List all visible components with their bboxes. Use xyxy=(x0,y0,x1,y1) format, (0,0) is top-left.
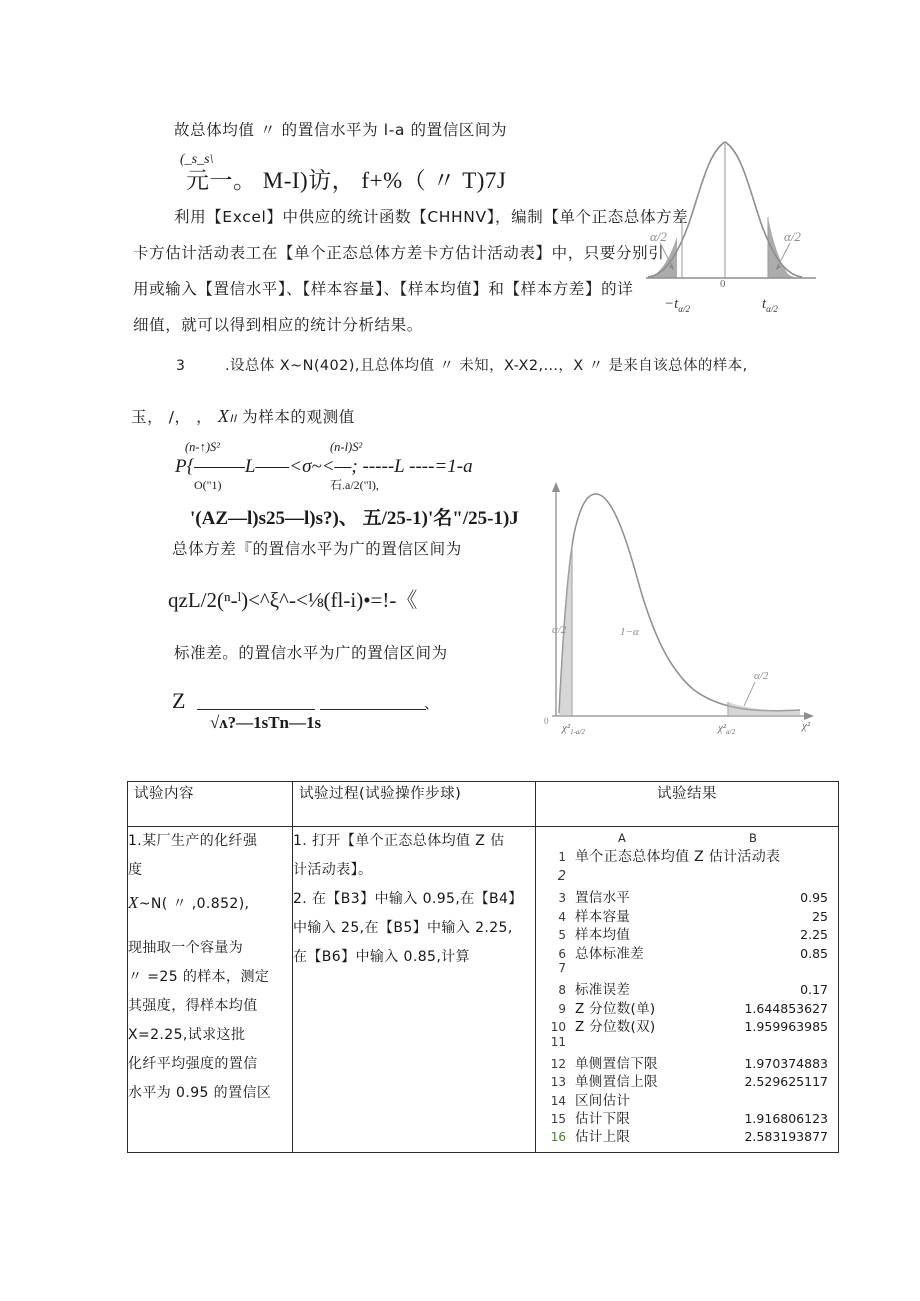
formula-5-rule-right xyxy=(320,709,426,710)
chisq-right-alpha-leader xyxy=(744,682,755,706)
sheet-row-8[interactable] xyxy=(542,978,828,999)
sheet-row-2[interactable] xyxy=(542,868,828,886)
t-fig-right-tick-sub: α/2 xyxy=(766,304,778,314)
sheet-rows-container xyxy=(542,846,828,1144)
table-header-row xyxy=(128,782,839,827)
content-formula-line xyxy=(128,885,292,920)
process-line-3: 2. 在【B3】中输入 0.95,在【B4】 xyxy=(293,890,523,907)
sheet-row-9[interactable] xyxy=(542,997,828,1015)
sheet-row-number-6: 6 xyxy=(558,946,566,961)
content-line-2: 度 xyxy=(128,861,143,878)
content-line-5: 其强度，得样本均值 xyxy=(128,998,258,1015)
sheet-row-6[interactable] xyxy=(542,942,828,960)
sheet-row-number-9: 9 xyxy=(558,1001,566,1016)
content-line-7: 化纤平均强度的置信 xyxy=(128,1056,258,1072)
sheet-cell-a15[interactable]: 估计下限 xyxy=(575,1111,631,1128)
sheet-cell-b13[interactable]: 2.529625117 xyxy=(744,1074,828,1090)
t-fig-center-tick: 0 xyxy=(720,278,726,290)
chisq-axis-label: χ² xyxy=(802,720,811,732)
sheet-row-11[interactable] xyxy=(542,1034,828,1052)
sheet-cell-b9[interactable]: 1.644853627 xyxy=(744,1000,828,1016)
sheet-column-b: B xyxy=(749,831,757,845)
paragraph-excel-chiinv-line-1: 利用【Excel】中供应的统计函数【CHHNV】，编制【单个正态总体方差 xyxy=(174,208,689,226)
chisq-left-tick-sub: 1-a/2 xyxy=(570,728,585,737)
t-fig-right-alpha-label: α/2 xyxy=(784,229,801,244)
chisq-x-arrowhead xyxy=(804,712,814,720)
sheet-cell-a6[interactable]: 总体标准差 xyxy=(575,945,644,962)
formula-5-denominator: √ᴧ?—1sTn—1s xyxy=(210,713,322,732)
paragraph-excel-chiinv-line-2: 卡方估计活动表工在【单个正态总体方差卡方估计活动表】中，只要分别引 xyxy=(133,244,665,262)
sheet-row-4[interactable] xyxy=(542,905,828,923)
sheet-row-number-10: 10 xyxy=(550,1020,566,1035)
sheet-cell-a4[interactable]: 样本容量 xyxy=(575,908,631,925)
content-line-1: 1.某厂生产的化纤强 xyxy=(128,833,258,849)
sheet-column-a: A xyxy=(618,831,626,845)
sheet-cell-b6[interactable]: 0.85 xyxy=(800,945,828,961)
content-line-3: 现抽取一个容量为 xyxy=(128,940,244,957)
sheet-row-14[interactable] xyxy=(542,1089,828,1107)
cell-experiment-result xyxy=(536,827,839,1153)
paragraph-excel-chiinv-line-3: 用或输入【置信水平】、【样本容量】、【样本均值】和【样本方差】的详 xyxy=(133,280,634,298)
t-fig-left-tick xyxy=(664,296,690,314)
sheet-row-number-5: 5 xyxy=(558,928,566,943)
formula-5-trailing-mark: 、 xyxy=(424,694,440,712)
sheet-row-number-11: 11 xyxy=(550,1034,566,1049)
sheet-cell-a10[interactable]: Z 分位数(双) xyxy=(575,1019,656,1036)
sheet-row-number-12: 12 xyxy=(550,1056,566,1071)
process-line-5: 在【B6】中输入 0.85,计算 xyxy=(293,948,470,965)
cell-experiment-process xyxy=(293,827,536,1153)
formula-2-numerator-left: (n-↑)S² xyxy=(185,440,220,454)
formula-5-rule-left xyxy=(197,709,315,710)
chisq-y-arrowhead xyxy=(552,482,560,492)
formula-4-variance-ci: qzL/2(ⁿ-ˡ)<^ξ^-<⅛(fl-i)•=!-《 xyxy=(168,588,418,612)
item-3-observation-line xyxy=(131,406,355,427)
sheet-cell-b4[interactable]: 25 xyxy=(812,908,828,924)
content-formula-tail: ~N( 〃 ,0.852), xyxy=(138,895,250,912)
sheet-cell-b16[interactable]: 2.583193877 xyxy=(744,1129,828,1145)
process-line-1: 1. 打开【单个正态总体均值 Z 估 xyxy=(293,833,505,849)
table-header-process: 试验过程(试验操作步球) xyxy=(293,782,536,827)
sheet-row-1[interactable] xyxy=(542,846,828,868)
sheet-row-number-2: 2 xyxy=(557,869,566,884)
paragraph-variance-ci: 总体方差『的置信水平为广的置信区间为 xyxy=(172,540,462,558)
content-line-4: 〃 =25 的样本，测定 xyxy=(128,969,270,986)
formula-2-main: P{———L——<σ~<—; -----L ----=1-a xyxy=(175,456,473,477)
formula-2-denominator-right: 石.a/2("l), xyxy=(330,478,379,492)
item-3-observation-suffix: 为样本的观测值 xyxy=(242,408,355,426)
sheet-cell-b12[interactable]: 1.970374883 xyxy=(744,1055,828,1071)
sheet-row-number-3: 3 xyxy=(558,891,566,906)
excel-sheet xyxy=(536,827,838,1152)
chisq-right-tick-label xyxy=(718,722,735,736)
t-fig-left-alpha-label: α/2 xyxy=(650,229,667,244)
table-body-row xyxy=(128,827,839,1153)
paragraph-stddev-ci: 标准差。的置信水平为广的置信区间为 xyxy=(174,644,448,662)
chi-square-figure xyxy=(512,458,832,758)
chisq-center-label: 1−α xyxy=(620,626,639,638)
sheet-cell-a3[interactable]: 置信水平 xyxy=(575,890,631,907)
sheet-row-5[interactable] xyxy=(542,923,828,944)
content-formula-variable: X xyxy=(128,892,139,912)
sheet-cell-a9[interactable]: Z 分位数(单) xyxy=(575,1000,656,1017)
sheet-cell-a16[interactable]: 估计上限 xyxy=(575,1129,631,1146)
sheet-row-number-4: 4 xyxy=(558,909,566,924)
sheet-cell-b15[interactable]: 1.916806123 xyxy=(744,1111,828,1127)
t-distribution-figure xyxy=(646,118,846,333)
t-fig-left-tick-sub: α/2 xyxy=(678,304,691,314)
sheet-row-number-14: 14 xyxy=(550,1093,566,1108)
sheet-cell-b3[interactable]: 0.95 xyxy=(800,890,828,906)
sheet-row-15[interactable] xyxy=(542,1107,828,1128)
sheet-cell-a13[interactable]: 单侧置信上限 xyxy=(575,1074,658,1091)
content-line-8: 水平为 0.95 的置信区 xyxy=(128,1084,272,1101)
item-3-statement: .设总体 X~N(402),且总体均值 〃 未知，X-X2,…，X 〃 是来自该总体的样本, xyxy=(225,358,748,374)
cell-experiment-content xyxy=(128,827,293,1153)
sheet-cell-b5[interactable]: 2.25 xyxy=(800,927,828,943)
process-line-2: 计活动表】。 xyxy=(293,861,373,878)
t-fig-right-tick-main: t xyxy=(762,296,767,312)
chisq-right-tick-main: χ² xyxy=(718,722,727,734)
sheet-cell-a5[interactable]: 样本均值 xyxy=(575,927,631,944)
item-3-observation-variable: Xₗₗ xyxy=(217,406,237,426)
sheet-row-3[interactable] xyxy=(542,886,828,907)
chisq-left-tick-label xyxy=(562,722,585,736)
formula-1-mean-ci: 元一。 M-I)访， f+%（ 〃 T)7J xyxy=(186,168,507,193)
sheet-row-7[interactable] xyxy=(542,960,828,978)
sheet-cell-a8[interactable]: 标准误差 xyxy=(575,982,631,999)
chisq-origin-label: 0 xyxy=(544,716,549,726)
table-header-result: 试验结果 xyxy=(536,782,839,827)
formula-2-denominator-left: O("1) xyxy=(194,478,222,492)
paragraph-conclusion-mean-ci: 故总体均值 〃 的置信水平为 l-a 的置信区间为 xyxy=(174,121,508,139)
formula-5-z-symbol: Z xyxy=(172,688,186,713)
sheet-cell-b8[interactable]: 0.17 xyxy=(800,982,828,998)
experiment-table xyxy=(127,781,839,1153)
sheet-row-13[interactable] xyxy=(542,1070,828,1091)
table-header-content: 试验内容 xyxy=(128,782,293,827)
formula-3-numeric-substitution: '(AZ—l)s25—l)s?)、 五/25-1)'名"/25-1)J xyxy=(190,508,519,529)
sheet-cell-b10[interactable]: 1.959963985 xyxy=(744,1019,828,1035)
sheet-row-16[interactable] xyxy=(542,1125,828,1146)
sheet-cell-a1[interactable]: 单个正态总体均值 Z 估计活动表 xyxy=(575,849,781,865)
item-3-number: 3 xyxy=(176,358,186,374)
content-line-6: X=2.25,试求这批 xyxy=(128,1027,246,1044)
chisq-left-tick-main: χ² xyxy=(562,722,571,734)
t-fig-right-tick xyxy=(762,296,778,314)
content-spacer xyxy=(128,920,292,934)
sheet-row-number-1: 1 xyxy=(558,850,566,864)
formula-1-overbar-fragment: (_s_s\ xyxy=(180,152,214,167)
sheet-row-number-7: 7 xyxy=(558,960,566,975)
paragraph-excel-chiinv-line-4: 细值，就可以得到相应的统计分析结果。 xyxy=(133,316,423,334)
t-fig-left-tick-main: −t xyxy=(664,296,679,312)
formula-2-numerator-right: (n-l)S² xyxy=(330,440,363,454)
item-3-observation-prefix: 玉， /， ， xyxy=(131,408,213,426)
sheet-cell-a12[interactable]: 单侧置信下限 xyxy=(575,1055,658,1072)
chisq-right-tick-sub: a/2 xyxy=(726,728,736,737)
chi-square-svg xyxy=(512,458,832,758)
sheet-row-number-15: 15 xyxy=(550,1112,566,1127)
sheet-row-12[interactable] xyxy=(542,1052,828,1070)
process-line-4: 中输入 25,在【B5】中输入 2.25, xyxy=(293,919,513,936)
chisq-right-alpha-label: α/2 xyxy=(754,670,769,682)
chisq-right-tail-shade xyxy=(728,702,800,716)
sheet-column-headers xyxy=(542,831,828,846)
sheet-cell-a14[interactable]: 区间估计 xyxy=(575,1092,631,1109)
chisq-left-alpha-label: α/2 xyxy=(552,624,567,636)
sheet-row-number-8: 8 xyxy=(558,983,566,998)
sheet-row-10[interactable] xyxy=(542,1015,828,1036)
sheet-row-number-16: 16 xyxy=(550,1130,566,1145)
sheet-row-number-13: 13 xyxy=(550,1075,566,1090)
